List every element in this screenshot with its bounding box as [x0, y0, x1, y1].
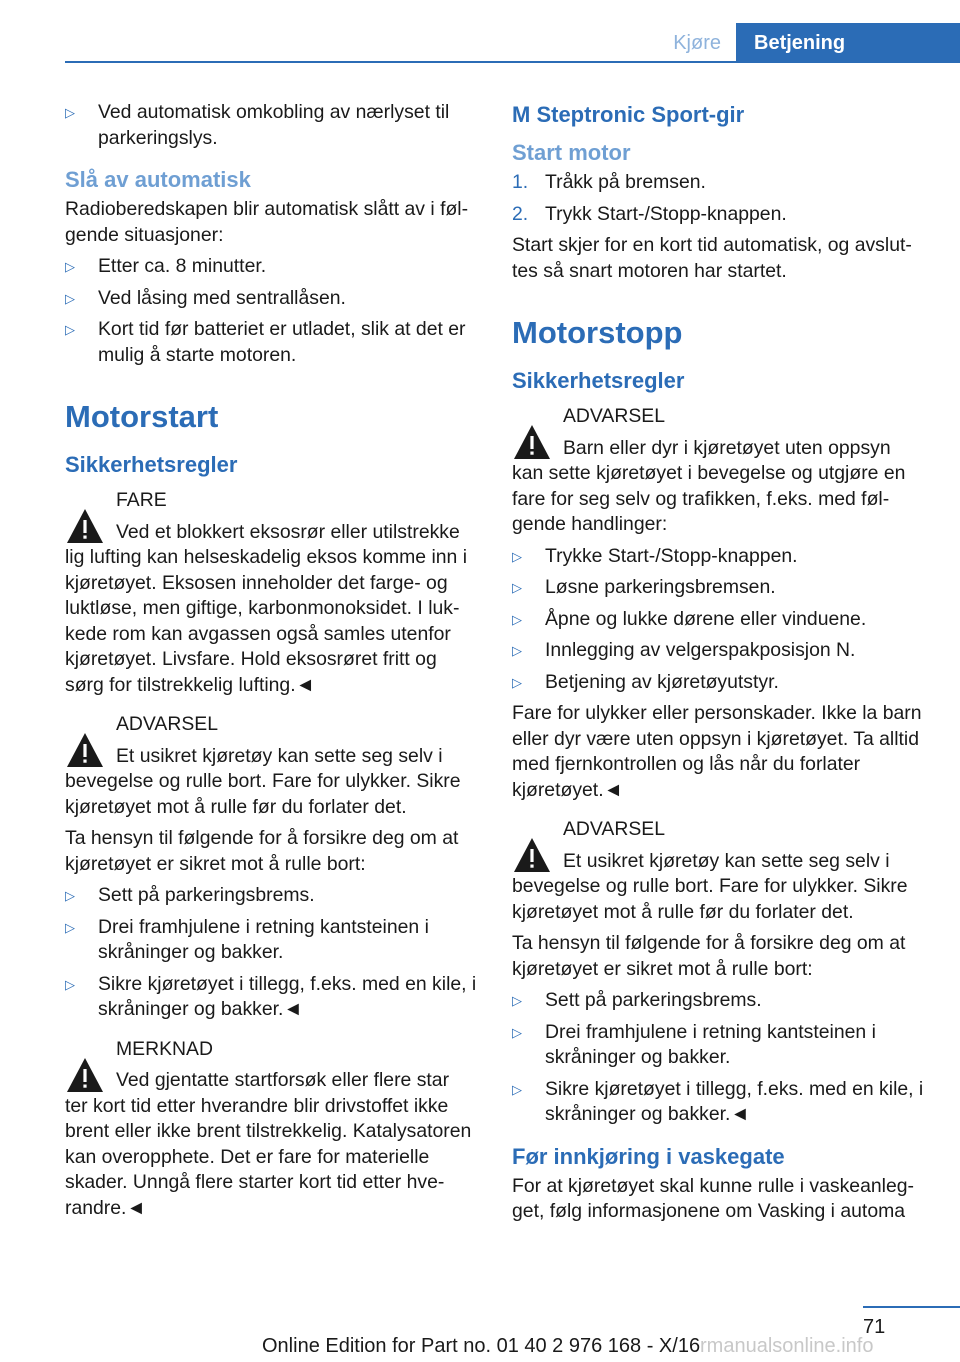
wash-heading: Før innkjøring i vaskegate [512, 1143, 785, 1169]
motorstopp-heading: Motorstopp [512, 315, 683, 350]
triangle-right-icon: ▷ [512, 611, 522, 627]
watermark: rmanualsonline.info [700, 1335, 874, 1357]
safety-heading: Sikkerhetsregler [65, 452, 238, 477]
triangle-right-icon: ▷ [65, 322, 75, 337]
triangle-right-icon: ▷ [65, 259, 75, 274]
warning-title: ADVARSEL [563, 405, 666, 427]
triangle-right-icon: ▷ [512, 1081, 522, 1097]
list-item: ▷ Ved automatisk omkobling av nærlyset til parkeringslys. [65, 100, 480, 151]
warning-triangle-icon [512, 835, 552, 875]
triangle-right-icon: ▷ [65, 888, 75, 903]
warning-title: FARE [116, 489, 167, 511]
right-column [512, 100, 927, 1231]
auto-off-text: Radioberedskapen blir automatisk slått av i følgende situasjoner: [65, 198, 469, 246]
list-item: ▷ Sett på parkeringsbrems. [512, 988, 927, 1014]
list-item: ▷ Innlegging av velgerspakposisjon N. [512, 638, 927, 664]
triangle-right-icon: ▷ [512, 993, 522, 1008]
warning-title: MERKNAD [116, 1037, 213, 1060]
list-item: ▷ Etter ca. 8 minutter. [65, 254, 480, 280]
steptronic-heading: M Steptronic Sport-gir [512, 102, 745, 127]
list-item: ▷ Sikre kjøretøyet i tillegg, f.eks. med en kile, i skråninger og bakker.◄ [65, 972, 480, 1023]
triangle-right-icon: ▷ [65, 976, 75, 992]
motorstart-heading: Motorstart [65, 399, 219, 434]
left-column [65, 100, 480, 1227]
list-item: 2. Trykk Start-/Stopp-knappen. [512, 202, 787, 225]
section-tabs [640, 23, 960, 63]
page-number: 71 [863, 1316, 886, 1338]
list-item: ▷ Sett på parkeringsbrems. [65, 883, 480, 909]
list-item: ▷ Trykke Start-/Stopp-knappen. [512, 544, 927, 570]
safety-heading: Sikkerhetsregler [512, 368, 685, 393]
list-item: ▷ Drei framhjulene i retning kantsteinen i skråninger og bakker. [512, 1020, 927, 1071]
warning-block: ADVARSEL Barn eller dyr i kjøretøyet uten oppsyn kan sette kjøretøyet i bevegelse og utgjøre en fare for seg selv og trafikken, f.eks. med følgende handlinger: [512, 404, 927, 538]
rolling-text: Ta hensyn til følgende for å forsikre deg om at kjøretøyet er sikret mot å rulle bort: [512, 932, 906, 980]
auto-off-heading: Slå av automatisk [65, 167, 251, 192]
danger-text: Fare for ulykker eller personskader. Ikke la barn eller dyr være uten oppsyn i kjøretøyet. Ta alltid med fjernkontrollen og lås når du forlater kjøretøyet.◄ [512, 702, 922, 801]
list-item: ▷ Sikre kjøretøyet i tillegg, f.eks. med en kile, i skråninger og bakker.◄ [512, 1077, 927, 1128]
rolling-text: Ta hensyn til følgende for å forsikre deg om at kjøretøyet er sikret mot å rulle bort: [65, 827, 459, 875]
edition-text: Online Edition for Part no. 01 40 2 976 168 - X/16 [262, 1335, 701, 1357]
triangle-right-icon: ▷ [65, 105, 75, 120]
warning-triangle-icon [65, 730, 105, 770]
triangle-right-icon: ▷ [512, 674, 522, 690]
triangle-right-icon: ▷ [512, 643, 522, 658]
warning-block: FARE Ved et blokkert eksosrør eller utilstrekke lig lufting kan helseskadelig eksos komme inn i kjøretøyet. Eksosen inneholder det farge- og luktløse, men giftige, karbonmonoksidet. I lukkede rom kan avgassen også samles utenfor kjøretøyet. Livsfare. Hold eksosrøret fritt og sørg for tilstrekkelig lufting.◄ [65, 488, 480, 698]
triangle-right-icon: ▷ [65, 290, 75, 306]
warning-title: ADVARSEL [563, 818, 666, 840]
triangle-right-icon: ▷ [65, 919, 75, 935]
triangle-right-icon: ▷ [512, 580, 522, 595]
warning-block: ADVARSEL Et usikret kjøretøy kan sette seg selv i bevegelse og rulle bort. Fare for ulykker. Sikre kjøretøyet mot å rulle før du forlater det. [65, 712, 480, 820]
wash-text: For at kjøretøyet skal kunne rulle i vaskeanlegget, følg informasjonene om Vasking i automa [512, 1174, 914, 1222]
start-text: Start skjer for en kort tid automatisk, og avsluttes så snart motoren har startet. [512, 234, 912, 282]
warning-block: MERKNAD Ved gjentatte startforsøk eller flere star ter kort tid etter hverandre blir drivstoffet ikke brent eller ikke brent tilstrekkelig. Katalysatoren kan overopphete. Det er fare for materielle skader. Unngå flere starter kort tid etter hverandre.◄ [65, 1037, 480, 1222]
list-item: ▷ Løsne parkeringsbremsen. [512, 575, 927, 601]
warning-triangle-icon [512, 422, 552, 462]
warning-triangle-icon [65, 1055, 105, 1095]
triangle-right-icon: ▷ [512, 548, 522, 564]
list-item: ▷ Betjening av kjøretøyutstyr. [512, 670, 927, 696]
triangle-right-icon: ▷ [512, 1024, 522, 1040]
warning-title: ADVARSEL [116, 713, 219, 735]
warning-triangle-icon [65, 506, 105, 546]
warning-block: ADVARSEL Et usikret kjøretøy kan sette seg selv i bevegelse og rulle bort. Fare for ulykker. Sikre kjøretøyet mot å rulle før du forlater det. [512, 817, 927, 925]
tab-kjore[interactable]: Kjøre [673, 32, 721, 54]
tab-betjening[interactable]: Betjening [736, 23, 960, 63]
start-motor-heading: Start motor [512, 140, 631, 165]
list-item: ▷ Ved låsing med sentrallåsen. [65, 286, 480, 312]
list-item: ▷ Drei framhjulene i retning kantsteinen i skråninger og bakker. [65, 915, 480, 966]
list-item: ▷ Åpne og lukke dørene eller vinduene. [512, 607, 927, 633]
list-item: 1. Tråkk på bremsen. [512, 171, 706, 193]
list-item: ▷ Kort tid før batteriet er utladet, slik at det er mulig å starte motoren. [65, 317, 480, 368]
footer-rule [863, 1306, 960, 1308]
